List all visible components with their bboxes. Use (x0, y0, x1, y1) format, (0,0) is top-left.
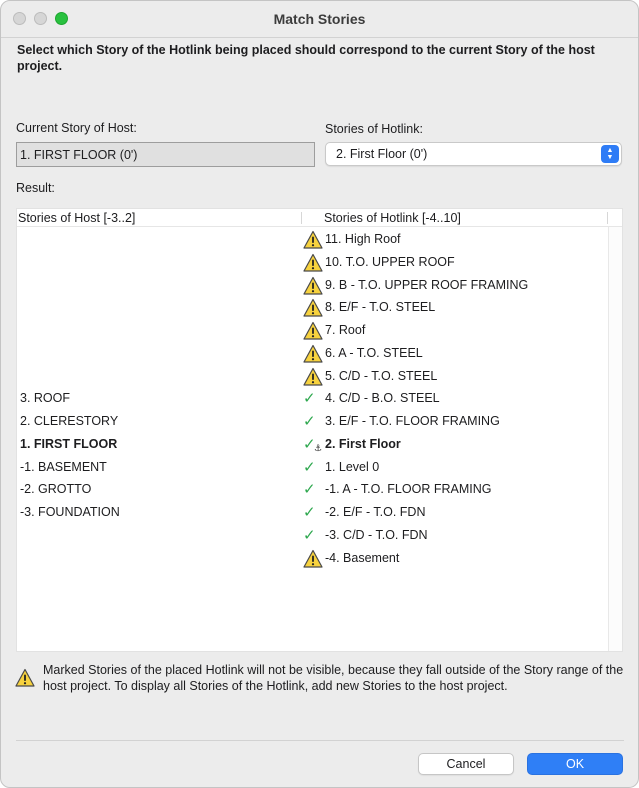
footer-divider (16, 740, 624, 741)
result-table[interactable] (16, 208, 623, 652)
hotlink-story-name: 7. Roof (325, 323, 366, 337)
host-story-name: 3. ROOF (20, 391, 71, 406)
hotlink-story-name: 9. B - T.O. UPPER ROOF FRAMING (325, 277, 529, 292)
ok-button[interactable]: OK (527, 753, 623, 775)
hotlink-story-name: 1. Level 0 (325, 459, 380, 474)
check-icon: ✓ (303, 390, 316, 408)
warning-icon (303, 549, 323, 569)
table-row[interactable] (17, 319, 609, 342)
table-row[interactable] (17, 365, 609, 388)
table-row[interactable] (17, 524, 609, 547)
hotlink-story-name: 3. E/F - T.O. FLOOR FRAMING (325, 414, 500, 428)
column-header-hotlink[interactable]: Stories of Hotlink [-4..10] (324, 211, 461, 225)
hotlink-story-name: -3. C/D - T.O. FDN (325, 527, 428, 542)
hotlink-story-selected: 2. First Floor (0') (336, 147, 428, 161)
table-row[interactable] (17, 251, 609, 274)
table-row[interactable] (17, 410, 609, 433)
hotlink-story-name: 10. T.O. UPPER ROOF (325, 254, 455, 269)
hotlink-story-name: 2. First Floor (325, 436, 401, 451)
warning-icon (303, 367, 323, 387)
hotlink-story-name: -1. A - T.O. FLOOR FRAMING (325, 482, 492, 497)
check-icon: ✓ (303, 413, 316, 430)
warning-icon (303, 298, 323, 318)
cancel-button[interactable]: Cancel (418, 753, 514, 775)
column-divider[interactable] (301, 212, 302, 224)
title-bar (1, 1, 638, 37)
check-anchor-icon: ✓ ⚓ (303, 435, 323, 453)
hotlink-story-name: -2. E/F - T.O. FDN (325, 505, 426, 519)
warning-icon (303, 253, 323, 273)
check-icon: ✓ (303, 458, 316, 476)
hotlink-story-select[interactable] (325, 142, 622, 166)
header-divider (17, 226, 622, 227)
warning-note: Marked Stories of the placed Hotlink will not be visible, because they fall outside of the Story range of the host project. To display all Stories of the Hotlink, add new Stories to the host project. (43, 663, 624, 693)
result-label: Result: (16, 181, 55, 195)
column-header-host[interactable]: Stories of Host [-3..2] (18, 211, 136, 225)
host-story-name: -2. GROTTO (20, 482, 92, 497)
scrollbar-track[interactable] (608, 227, 622, 651)
check-icon: ✓ (303, 504, 316, 521)
table-row[interactable] (17, 456, 609, 479)
table-row[interactable] (17, 342, 609, 365)
hotlink-stories-label: Stories of Hotlink: (325, 122, 423, 136)
hotlink-story-name: 5. C/D - T.O. STEEL (325, 368, 438, 383)
zoom-window-button[interactable] (55, 12, 68, 25)
warning-icon (303, 230, 323, 250)
warning-icon (303, 276, 323, 296)
hotlink-story-name: 11. High Roof (325, 232, 401, 246)
table-row[interactable] (17, 387, 609, 410)
dialog-title: Match Stories (273, 11, 366, 27)
table-row[interactable] (17, 478, 609, 501)
column-divider[interactable] (607, 212, 608, 224)
title-divider (1, 37, 638, 38)
hotlink-story-name: 8. E/F - T.O. STEEL (325, 300, 436, 315)
minimize-window-button[interactable] (34, 12, 47, 25)
host-story-name: -1. BASEMENT (20, 459, 107, 474)
table-row[interactable] (17, 501, 609, 524)
host-story-name: 2. CLERESTORY (20, 414, 119, 428)
host-story-name: -3. FOUNDATION (20, 505, 120, 519)
table-row[interactable] (17, 547, 609, 570)
table-row[interactable] (17, 274, 609, 297)
host-story-label: Current Story of Host: (16, 121, 137, 135)
host-story-field: 1. FIRST FLOOR (0') (16, 142, 315, 167)
check-icon: ✓ (303, 481, 316, 499)
hotlink-story-name: -4. Basement (325, 550, 400, 565)
hotlink-story-name: 6. A - T.O. STEEL (325, 345, 423, 360)
close-window-button[interactable] (13, 12, 26, 25)
table-row[interactable] (17, 228, 609, 251)
warning-icon (303, 321, 323, 341)
table-row[interactable] (17, 296, 609, 319)
window-controls (13, 12, 68, 25)
instruction-text: Select which Story of the Hotlink being placed should correspond to the current Story of the host project. (17, 43, 595, 73)
host-story-name: 1. FIRST FLOOR (20, 436, 118, 451)
updown-chevron-icon: ▲ ▼ (601, 145, 619, 163)
check-icon: ✓ (303, 526, 316, 544)
table-row[interactable] (17, 433, 609, 456)
hotlink-story-name: 4. C/D - B.O. STEEL (325, 391, 440, 406)
warning-icon (15, 668, 35, 688)
warning-icon (303, 344, 323, 364)
